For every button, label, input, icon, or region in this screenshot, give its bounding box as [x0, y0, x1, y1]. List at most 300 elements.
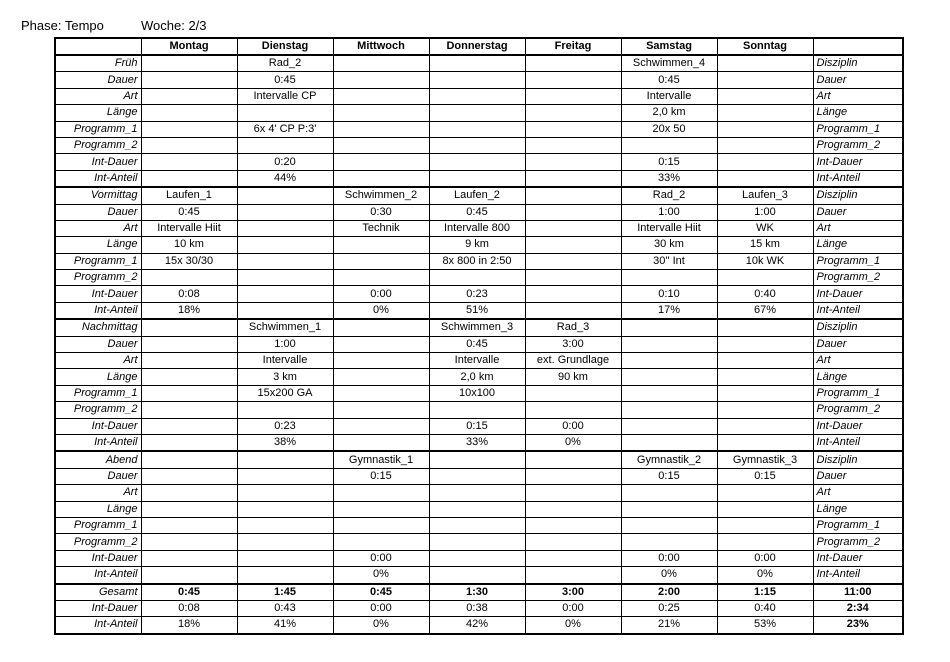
legend-cell: Programm_2 [813, 402, 903, 418]
plan-cell [141, 154, 237, 170]
day-header: Freitag [525, 38, 621, 55]
plan-cell [525, 105, 621, 121]
plan-cell [525, 72, 621, 88]
plan-cell: 0:00 [621, 550, 717, 566]
total-cell: 11:00 [813, 584, 903, 601]
plan-cell: 90 km [525, 369, 621, 385]
totals-row [55, 617, 903, 634]
plan-cell [717, 385, 813, 401]
plan-cell: 0:20 [237, 154, 333, 170]
plan-cell: Rad_2 [621, 187, 717, 204]
row-label: Art [55, 88, 141, 104]
plan-cell [621, 319, 717, 336]
plan-cell [141, 418, 237, 434]
plan-row [55, 253, 903, 269]
plan-cell [717, 319, 813, 336]
plan-cell [141, 353, 237, 369]
plan-cell: 0:15 [621, 154, 717, 170]
total-cell: 0:00 [333, 600, 429, 616]
plan-cell [621, 336, 717, 352]
plan-cell [333, 72, 429, 88]
row-label: Programm_2 [55, 270, 141, 286]
plan-cell [621, 434, 717, 451]
plan-row [55, 286, 903, 302]
plan-row [55, 154, 903, 170]
legend-cell: Int-Anteil [813, 567, 903, 584]
plan-row [55, 451, 903, 468]
legend-cell: Int-Dauer [813, 550, 903, 566]
legend-cell: Disziplin [813, 55, 903, 72]
plan-cell [621, 501, 717, 517]
plan-cell: 1:00 [621, 204, 717, 220]
plan-cell: Schwimmen_4 [621, 55, 717, 72]
plan-cell [429, 137, 525, 153]
plan-cell [717, 517, 813, 533]
total-cell: 0:45 [141, 584, 237, 601]
plan-cell [333, 88, 429, 104]
legend-cell: Disziplin [813, 187, 903, 204]
plan-cell: Gymnastik_2 [621, 451, 717, 468]
plan-cell: 3:00 [525, 336, 621, 352]
row-label: Dauer [55, 336, 141, 352]
plan-cell [429, 72, 525, 88]
row-label: Programm_1 [55, 253, 141, 269]
row-label: Programm_2 [55, 534, 141, 550]
row-label: Int-Dauer [55, 550, 141, 566]
plan-cell [525, 154, 621, 170]
plan-cell: Laufen_3 [717, 187, 813, 204]
plan-cell [333, 170, 429, 187]
plan-row [55, 302, 903, 319]
total-cell: 0% [525, 617, 621, 634]
plan-cell: 3 km [237, 369, 333, 385]
legend-cell: Art [813, 353, 903, 369]
plan-cell: Laufen_2 [429, 187, 525, 204]
plan-cell: 10x100 [429, 385, 525, 401]
total-cell: 2:34 [813, 600, 903, 616]
plan-cell [621, 137, 717, 153]
legend-cell: Länge [813, 105, 903, 121]
legend-cell: Disziplin [813, 319, 903, 336]
plan-row [55, 105, 903, 121]
plan-row [55, 55, 903, 72]
legend-cell: Länge [813, 501, 903, 517]
plan-cell [333, 105, 429, 121]
plan-cell [525, 253, 621, 269]
plan-cell [333, 353, 429, 369]
plan-cell: 0:08 [141, 286, 237, 302]
legend-cell: Art [813, 485, 903, 501]
plan-cell: 17% [621, 302, 717, 319]
plan-body [55, 55, 903, 634]
plan-cell [333, 534, 429, 550]
row-label: Art [55, 220, 141, 236]
plan-cell: 0:45 [621, 72, 717, 88]
plan-cell [525, 88, 621, 104]
plan-cell: 20x 50 [621, 121, 717, 137]
day-header-row [55, 38, 903, 55]
plan-cell [141, 105, 237, 121]
total-cell: 53% [717, 617, 813, 634]
plan-cell [237, 286, 333, 302]
plan-cell [429, 534, 525, 550]
total-cell: 0:40 [717, 600, 813, 616]
plan-cell: 1:00 [237, 336, 333, 352]
plan-row [55, 468, 903, 484]
plan-cell: Intervalle [237, 353, 333, 369]
plan-cell [525, 204, 621, 220]
training-plan-table [54, 37, 904, 635]
plan-cell: Intervalle [621, 88, 717, 104]
day-header: Dienstag [237, 38, 333, 55]
row-label: Vormittag [55, 187, 141, 204]
plan-row [55, 385, 903, 401]
plan-cell [333, 385, 429, 401]
plan-cell [333, 237, 429, 253]
plan-cell [141, 402, 237, 418]
total-cell: 0:25 [621, 600, 717, 616]
plan-cell [429, 154, 525, 170]
plan-cell: 0:15 [429, 418, 525, 434]
total-cell: 41% [237, 617, 333, 634]
plan-cell [525, 451, 621, 468]
plan-cell: 6x 4' CP P:3' [237, 121, 333, 137]
plan-cell [717, 501, 813, 517]
plan-cell: 0% [333, 302, 429, 319]
plan-cell [333, 517, 429, 533]
plan-cell [525, 485, 621, 501]
plan-cell [141, 55, 237, 72]
row-label: Länge [55, 105, 141, 121]
total-cell: 21% [621, 617, 717, 634]
plan-cell [429, 517, 525, 533]
legend-cell: Programm_1 [813, 385, 903, 401]
totals-row [55, 584, 903, 601]
plan-cell [717, 105, 813, 121]
plan-cell: 2,0 km [429, 369, 525, 385]
day-header: Montag [141, 38, 237, 55]
plan-cell [237, 187, 333, 204]
plan-cell: 0:40 [717, 286, 813, 302]
plan-cell [333, 369, 429, 385]
plan-cell [717, 137, 813, 153]
plan-cell [429, 567, 525, 584]
plan-cell [237, 253, 333, 269]
plan-cell: Gymnastik_1 [333, 451, 429, 468]
plan-cell [525, 270, 621, 286]
legend-cell: Dauer [813, 468, 903, 484]
plan-cell: 0:10 [621, 286, 717, 302]
plan-cell: Rad_3 [525, 319, 621, 336]
plan-cell [525, 187, 621, 204]
plan-cell [141, 336, 237, 352]
legend-header [813, 38, 903, 55]
week-label: Woche: 2/3 [141, 18, 207, 33]
plan-cell [333, 319, 429, 336]
plan-cell: 0:00 [333, 286, 429, 302]
plan-cell [621, 517, 717, 533]
plan-cell [717, 336, 813, 352]
row-label: Länge [55, 369, 141, 385]
plan-cell [237, 270, 333, 286]
plan-cell [237, 451, 333, 468]
plan-cell: Intervalle Hiit [141, 220, 237, 236]
plan-cell [525, 468, 621, 484]
legend-cell: Int-Dauer [813, 154, 903, 170]
plan-row [55, 418, 903, 434]
plan-cell [717, 154, 813, 170]
plan-cell [333, 402, 429, 418]
plan-cell [717, 418, 813, 434]
plan-cell [333, 418, 429, 434]
plan-cell [429, 451, 525, 468]
plan-row [55, 220, 903, 236]
plan-cell [525, 517, 621, 533]
totals-row [55, 600, 903, 616]
row-label: Art [55, 485, 141, 501]
plan-cell: 0:23 [429, 286, 525, 302]
plan-row [55, 501, 903, 517]
plan-cell [141, 270, 237, 286]
plan-cell [237, 534, 333, 550]
plan-cell: Intervalle 800 [429, 220, 525, 236]
plan-cell: ext. Grundlage [525, 353, 621, 369]
legend-cell: Art [813, 220, 903, 236]
plan-cell [141, 434, 237, 451]
row-label: Länge [55, 501, 141, 517]
plan-cell: 0:45 [141, 204, 237, 220]
plan-cell: 15x200 GA [237, 385, 333, 401]
legend-cell: Programm_1 [813, 121, 903, 137]
plan-cell [621, 485, 717, 501]
row-label: Int-Anteil [55, 567, 141, 584]
total-cell: 23% [813, 617, 903, 634]
day-header: Mittwoch [333, 38, 429, 55]
row-label: Früh [55, 55, 141, 72]
plan-cell [141, 137, 237, 153]
row-label: Int-Anteil [55, 302, 141, 319]
plan-cell: 9 km [429, 237, 525, 253]
plan-cell [621, 534, 717, 550]
row-label: Programm_2 [55, 402, 141, 418]
plan-cell [525, 286, 621, 302]
plan-cell [525, 237, 621, 253]
plan-cell [525, 121, 621, 137]
plan-cell [237, 517, 333, 533]
plan-cell: Intervalle Hiit [621, 220, 717, 236]
plan-cell: Schwimmen_3 [429, 319, 525, 336]
plan-row [55, 270, 903, 286]
corner-cell [55, 38, 141, 55]
plan-cell: WK [717, 220, 813, 236]
plan-cell: 30 km [621, 237, 717, 253]
plan-cell [525, 550, 621, 566]
plan-row [55, 369, 903, 385]
total-cell: 2:00 [621, 584, 717, 601]
plan-cell: 0:00 [717, 550, 813, 566]
plan-cell [237, 485, 333, 501]
plan-cell [717, 88, 813, 104]
legend-cell: Länge [813, 237, 903, 253]
plan-cell: Intervalle CP [237, 88, 333, 104]
plan-row [55, 170, 903, 187]
legend-cell: Int-Anteil [813, 170, 903, 187]
row-label: Art [55, 353, 141, 369]
plan-cell [237, 237, 333, 253]
row-label: Dauer [55, 72, 141, 88]
plan-cell [525, 385, 621, 401]
plan-cell [237, 302, 333, 319]
plan-cell: 1:00 [717, 204, 813, 220]
plan-cell [621, 353, 717, 369]
legend-cell: Int-Dauer [813, 418, 903, 434]
legend-cell: Programm_1 [813, 517, 903, 533]
legend-cell: Int-Anteil [813, 302, 903, 319]
plan-cell [141, 121, 237, 137]
plan-row [55, 237, 903, 253]
legend-cell: Programm_2 [813, 137, 903, 153]
plan-cell: 0:45 [429, 204, 525, 220]
plan-cell: 0% [333, 567, 429, 584]
plan-cell [333, 55, 429, 72]
plan-cell [717, 170, 813, 187]
plan-cell [717, 72, 813, 88]
page-header [21, 18, 207, 33]
day-header: Sonntag [717, 38, 813, 55]
plan-cell [141, 88, 237, 104]
plan-cell [237, 204, 333, 220]
total-cell: 0:38 [429, 600, 525, 616]
row-label: Programm_1 [55, 121, 141, 137]
plan-cell: 18% [141, 302, 237, 319]
legend-cell: Länge [813, 369, 903, 385]
plan-cell [141, 369, 237, 385]
row-label: Int-Anteil [55, 617, 141, 634]
total-cell: 1:45 [237, 584, 333, 601]
plan-cell: 33% [621, 170, 717, 187]
plan-cell [141, 451, 237, 468]
row-label: Programm_1 [55, 385, 141, 401]
plan-row [55, 567, 903, 584]
plan-cell [429, 501, 525, 517]
plan-cell: 38% [237, 434, 333, 451]
row-label: Dauer [55, 468, 141, 484]
plan-row [55, 121, 903, 137]
row-label: Programm_1 [55, 517, 141, 533]
row-label: Dauer [55, 204, 141, 220]
plan-row [55, 137, 903, 153]
row-label: Int-Dauer [55, 418, 141, 434]
row-label: Programm_2 [55, 137, 141, 153]
plan-cell [141, 170, 237, 187]
plan-cell: 51% [429, 302, 525, 319]
total-cell: 1:15 [717, 584, 813, 601]
plan-cell [717, 534, 813, 550]
plan-cell [141, 517, 237, 533]
plan-cell: 0:23 [237, 418, 333, 434]
plan-cell [141, 385, 237, 401]
row-label: Länge [55, 237, 141, 253]
phase-label: Phase: Tempo [21, 18, 104, 33]
plan-cell [717, 353, 813, 369]
plan-cell [525, 302, 621, 319]
plan-row [55, 319, 903, 336]
plan-cell: 0:45 [429, 336, 525, 352]
plan-cell [237, 105, 333, 121]
plan-cell [525, 170, 621, 187]
plan-cell [333, 434, 429, 451]
plan-cell: 0:00 [333, 550, 429, 566]
legend-cell: Programm_1 [813, 253, 903, 269]
legend-cell: Dauer [813, 72, 903, 88]
plan-cell: 44% [237, 170, 333, 187]
total-cell: 1:30 [429, 584, 525, 601]
row-label: Int-Dauer [55, 286, 141, 302]
legend-cell: Int-Anteil [813, 434, 903, 451]
plan-cell: 2,0 km [621, 105, 717, 121]
plan-cell [141, 72, 237, 88]
day-header: Donnerstag [429, 38, 525, 55]
plan-cell [429, 121, 525, 137]
total-cell: 0% [333, 617, 429, 634]
plan-cell [237, 137, 333, 153]
plan-cell [237, 550, 333, 566]
plan-cell [429, 485, 525, 501]
total-cell: 0:45 [333, 584, 429, 601]
plan-cell [525, 501, 621, 517]
plan-row [55, 336, 903, 352]
plan-row [55, 534, 903, 550]
plan-cell: 10k WK [717, 253, 813, 269]
plan-cell [237, 402, 333, 418]
plan-cell [429, 550, 525, 566]
plan-cell [333, 253, 429, 269]
plan-cell: Gymnastik_3 [717, 451, 813, 468]
row-label: Int-Dauer [55, 154, 141, 170]
plan-cell [717, 270, 813, 286]
plan-cell: 30'' Int [621, 253, 717, 269]
plan-cell [621, 270, 717, 286]
plan-row [55, 187, 903, 204]
plan-cell [525, 220, 621, 236]
plan-cell: 0:15 [717, 468, 813, 484]
plan-cell: 0% [525, 434, 621, 451]
total-cell: 0:43 [237, 600, 333, 616]
plan-row [55, 517, 903, 533]
plan-cell: Schwimmen_1 [237, 319, 333, 336]
plan-cell: 8x 800 in 2:50 [429, 253, 525, 269]
plan-cell: 0:30 [333, 204, 429, 220]
row-label: Int-Anteil [55, 434, 141, 451]
plan-row [55, 72, 903, 88]
plan-cell [717, 434, 813, 451]
total-cell: 42% [429, 617, 525, 634]
row-label: Int-Dauer [55, 600, 141, 616]
plan-cell [621, 402, 717, 418]
plan-cell [429, 55, 525, 72]
plan-row [55, 485, 903, 501]
plan-cell [333, 485, 429, 501]
plan-cell [717, 55, 813, 72]
plan-cell [333, 336, 429, 352]
row-label: Abend [55, 451, 141, 468]
plan-cell: 10 km [141, 237, 237, 253]
row-label: Nachmittag [55, 319, 141, 336]
plan-cell: 15x 30/30 [141, 253, 237, 269]
plan-row [55, 353, 903, 369]
plan-cell: 0% [621, 567, 717, 584]
plan-cell: Laufen_1 [141, 187, 237, 204]
